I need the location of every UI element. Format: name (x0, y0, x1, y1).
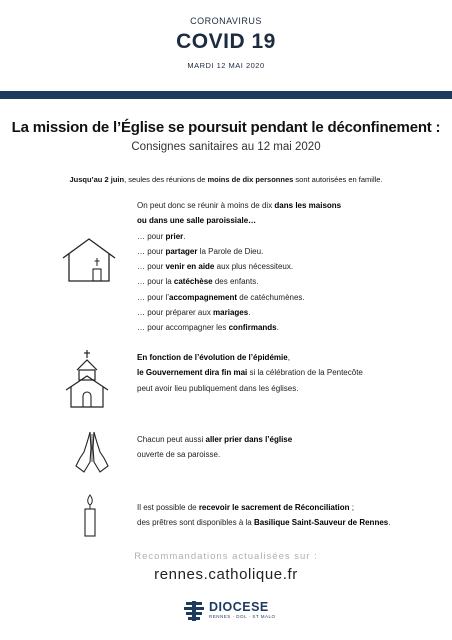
section-line (137, 500, 390, 515)
text-run: peut avoir lieu publiquement dans les églises. (137, 383, 299, 393)
candle-icon (80, 494, 100, 538)
bold-text: recevoir le sacrement de Réconciliation (198, 503, 350, 512)
section-home-meetings (137, 198, 341, 336)
bold-text: En fonction de l’évolution de l’épidémie (137, 353, 288, 362)
section-line (137, 515, 390, 530)
bold-text: ou dans une salle paroissiale… (137, 216, 257, 226)
text-run: si la célébration de la Pentecôte (247, 368, 363, 378)
praying-hands-icon (70, 428, 114, 476)
text-run: … pour accompagner les (137, 323, 229, 333)
header-date: MARDI 12 MAI 2020 (187, 61, 265, 70)
header-kicker: CORONAVIRUS (190, 16, 262, 26)
text-run: … pour (137, 231, 166, 241)
section-line (137, 432, 292, 447)
intro-text (0, 175, 452, 184)
bold-text: mariages (213, 308, 249, 318)
text-run: la Parole de Dieu. (197, 246, 264, 256)
section-line (137, 244, 341, 259)
text-run: Il est possible de (137, 503, 199, 512)
text-run: , seules des réunions de (124, 175, 208, 184)
text-run: Chacun peut aussi (137, 435, 206, 444)
section-prayer (137, 432, 292, 463)
section-government (137, 350, 363, 396)
section-line (137, 198, 341, 213)
page-title: La mission de l’Église se poursuit pendant le déconfinement : (11, 119, 441, 136)
footer-url[interactable]: rennes.catholique.fr (154, 566, 298, 583)
bold-text: accompagnement (169, 292, 238, 302)
text-run: … pour (137, 262, 166, 272)
bold-text: partager (165, 246, 198, 256)
header-title: COVID 19 (176, 30, 276, 53)
text-run: , (287, 353, 290, 362)
section-line (137, 259, 341, 274)
diocese-logo-subtext: RENNES · DOL · ST MALO (209, 614, 276, 619)
bold-text: Basilique Saint-Sauveur de Rennes (253, 518, 389, 528)
text-run: . (276, 323, 279, 333)
section-line (137, 305, 341, 320)
text-run: . (388, 518, 391, 528)
bold-text: Jusqu’au 2 juin (69, 175, 125, 184)
text-run: … pour l’ (137, 292, 170, 302)
text-run: … pour préparer aux (137, 308, 214, 318)
header-band (0, 91, 452, 99)
diocese-logo-text: DIOCESE (209, 600, 269, 614)
text-run: aux plus nécessiteux. (214, 262, 294, 272)
section-line (137, 381, 363, 396)
section-line (137, 290, 341, 305)
section-line (137, 365, 363, 380)
section-line (137, 320, 341, 335)
house-icon (60, 236, 118, 284)
bold-text: dans les maisons (274, 201, 342, 210)
text-run: On peut donc se réunir à moins de dix (137, 201, 275, 210)
bold-text: moins de dix personnes (207, 175, 294, 184)
text-run: des enfants. (212, 277, 259, 287)
bold-text: le Gouvernement dira fin mai (137, 368, 248, 378)
text-run: de catéchumènes. (237, 292, 305, 302)
text-run: . (183, 231, 186, 241)
section-line (137, 229, 341, 244)
text-run: … pour (137, 246, 166, 256)
diocese-logo-icon (184, 601, 204, 621)
footer-note: Recommandations actualisées sur : (134, 551, 318, 562)
section-line (137, 213, 341, 228)
section-line (137, 350, 363, 365)
section-line (137, 274, 341, 289)
text-run: ; (349, 503, 354, 512)
bold-text: venir en aide (165, 262, 215, 272)
page-subtitle: Consignes sanitaires au 12 mai 2020 (131, 141, 321, 153)
section-reconciliation (137, 500, 390, 531)
bold-text: aller prier dans l’église (205, 435, 293, 444)
text-run: . (248, 308, 251, 318)
bold-text: confirmands (228, 323, 277, 333)
bold-text: catéchèse (173, 277, 213, 287)
text-run: sont autorisées en famille. (293, 175, 383, 184)
text-run: des prêtres sont disponibles à la (137, 518, 254, 528)
bold-text: prier (165, 231, 184, 241)
church-icon (64, 348, 110, 410)
text-run: … pour la (137, 277, 174, 287)
section-line (137, 447, 292, 462)
text-run: ouverte de sa paroisse. (137, 450, 221, 460)
